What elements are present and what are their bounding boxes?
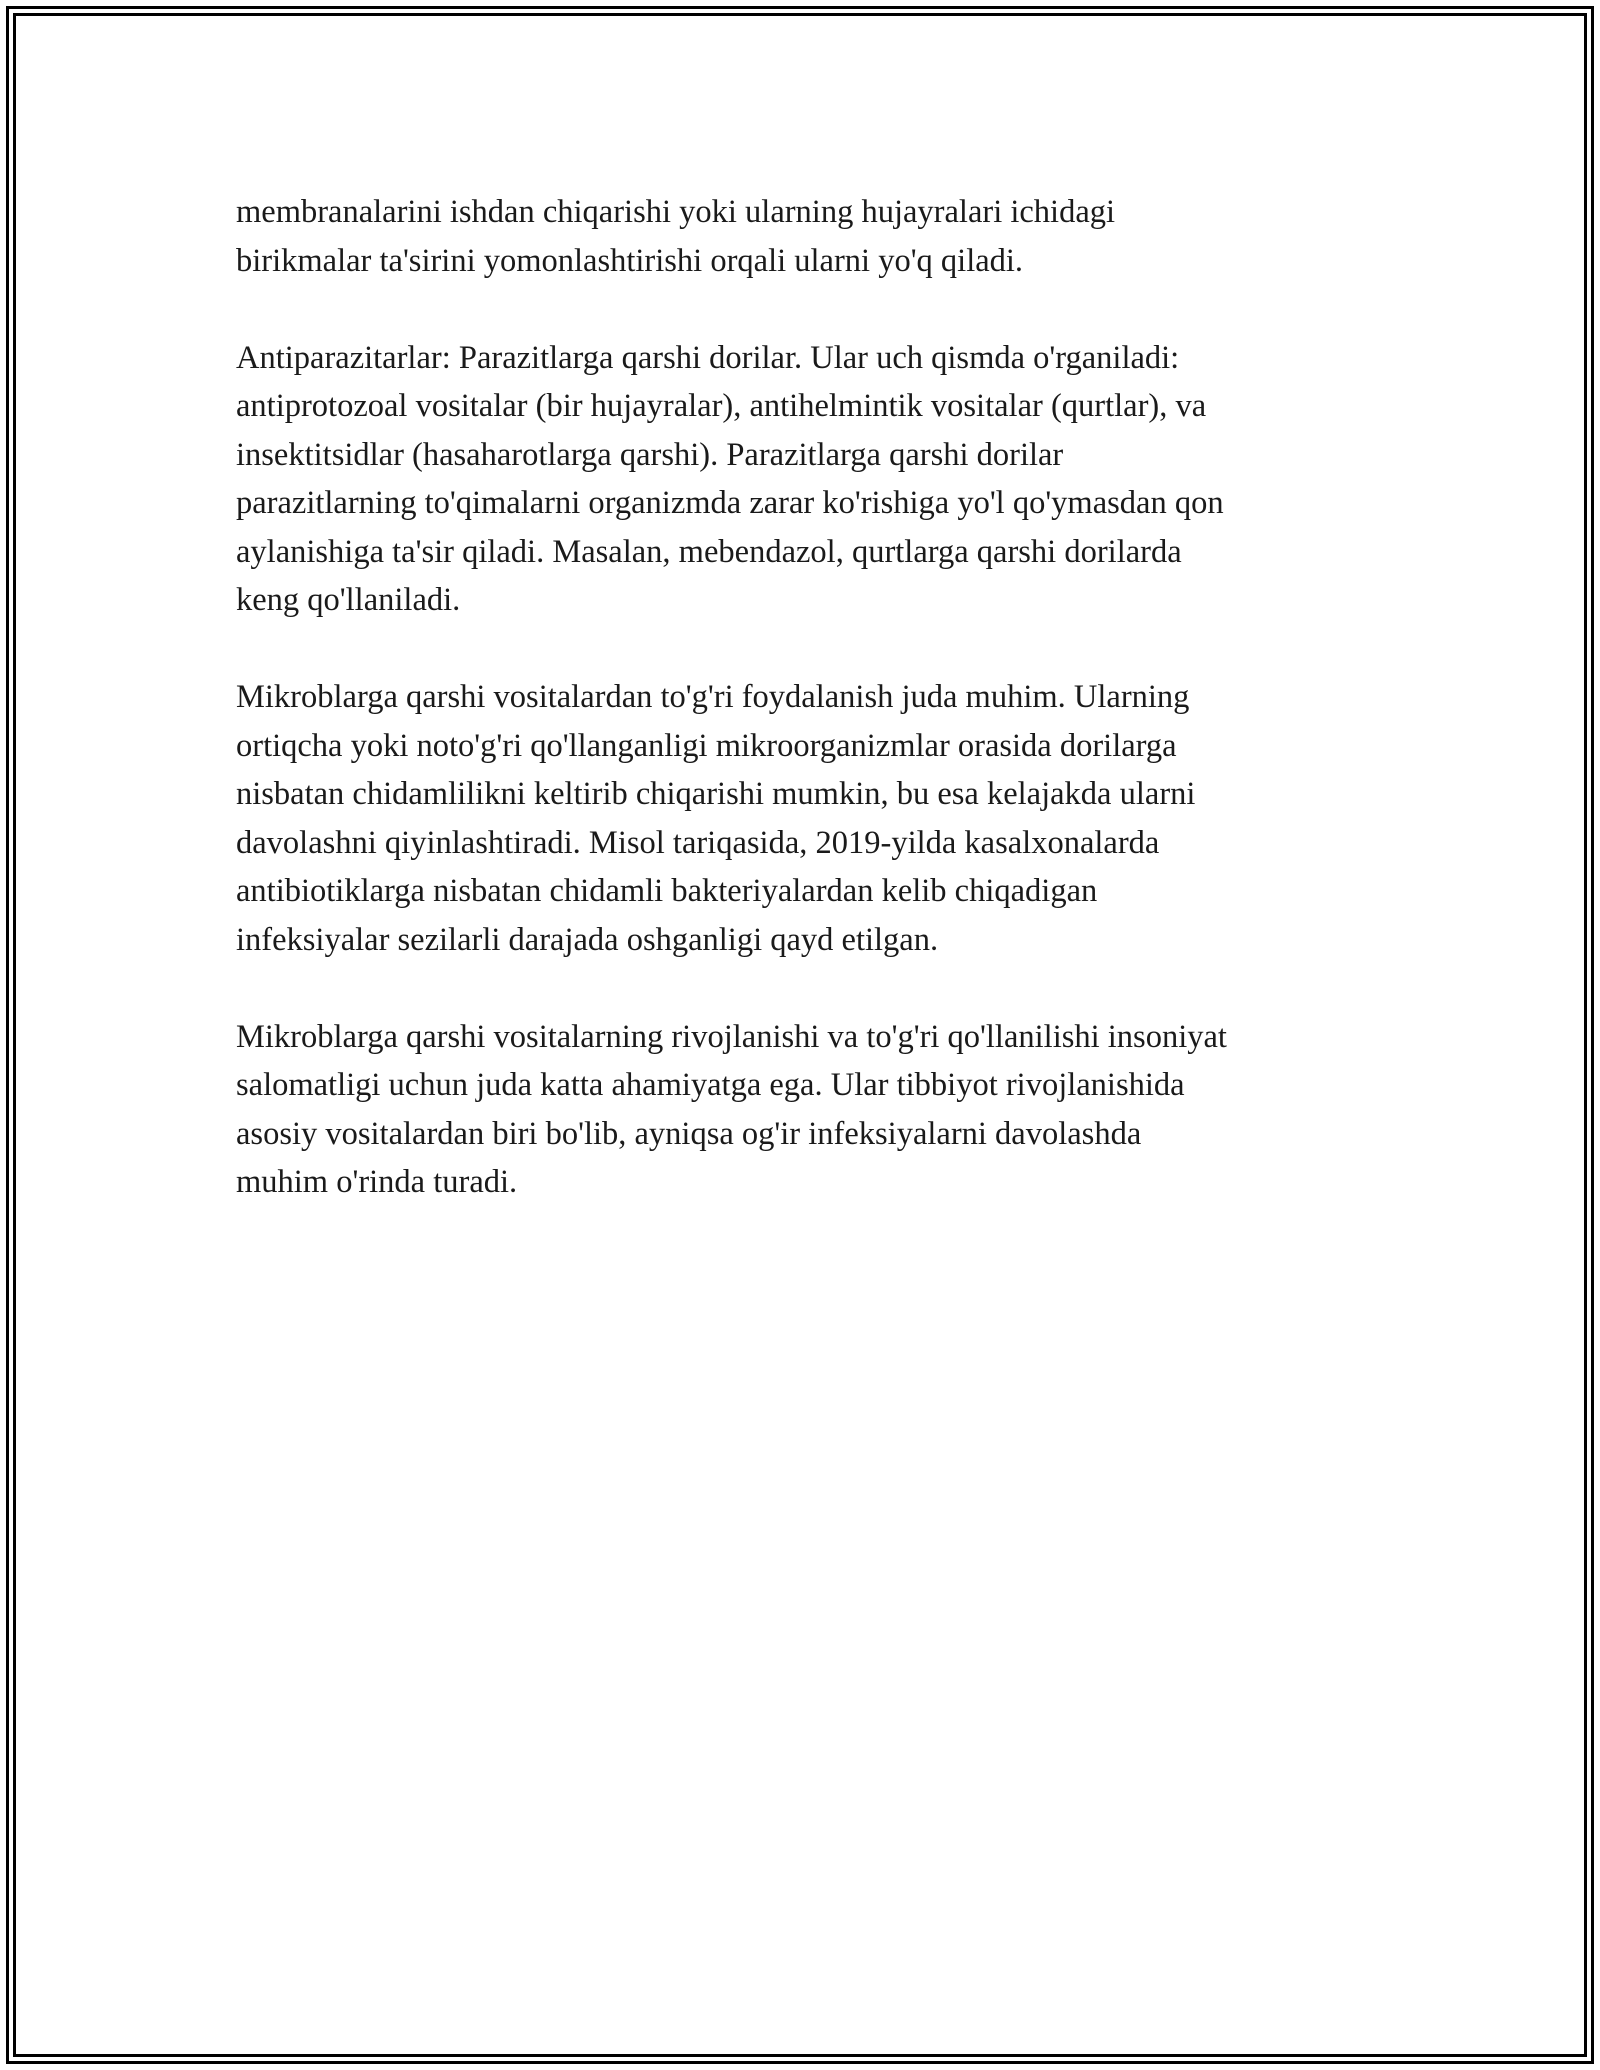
paragraph-1: membranalarini ishdan chiqarishi yoki ularning hujayralari ichidagi birikmalar ta'sirini yomonlashtirishi orqali ularni yo'q qiladi. [236,194,1116,279]
paragraph-2: Antiparazitarlar: Parazitlarga qarshi dorilar. Ular uch qismda o'rganiladi: antiprotozoal vositalar (bir hujayralar), antihelmintik vositalar (qurtlar), va insektitsidlar (hasaharotlarga qarshi). Parazitlarga qarshi dorilar parazitlarning to'qimalarni organizmda zarar ko'rishiga yo'l qo'ymasdan qon aylanishiga ta'sir qiladi. Masalan, mebendazol, qurtlarga qarshi dorilarda keng qo'llaniladi. [236,339,1224,618]
paragraph-3: Mikroblarga qarshi vositalardan to'g'ri foydalanish juda muhim. Ularning ortiqcha yoki noto'g'ri qo'llanganligi mikroorganizmlar orasida dorilarga nisbatan chidamlilikni keltirib chiqarishi mumkin, bu esa kelajakda ularni davolashni qiyinlashtiradi. Misol tariqasida, 2019-yilda kasalxonalarda antibiotiklarga nisbatan chidamli bakteriyalardan kelib chiqadigan infeksiyalar sezilarli darajada oshganligi qayd etilgan. [236,679,1196,958]
document-body [236,188,1366,1255]
paragraph-4: Mikroblarga qarshi vositalarning rivojlanishi va to'g'ri qo'llanilishi insoniyat salomatligi uchun juda katta ahamiyatga ega. Ular tibbiyot rivojlanishida asosiy vositalardan biri bo'lib, ayniqsa og'ir infeksiyalarni davolashda muhim o'rinda turadi. [236,1018,1227,1200]
